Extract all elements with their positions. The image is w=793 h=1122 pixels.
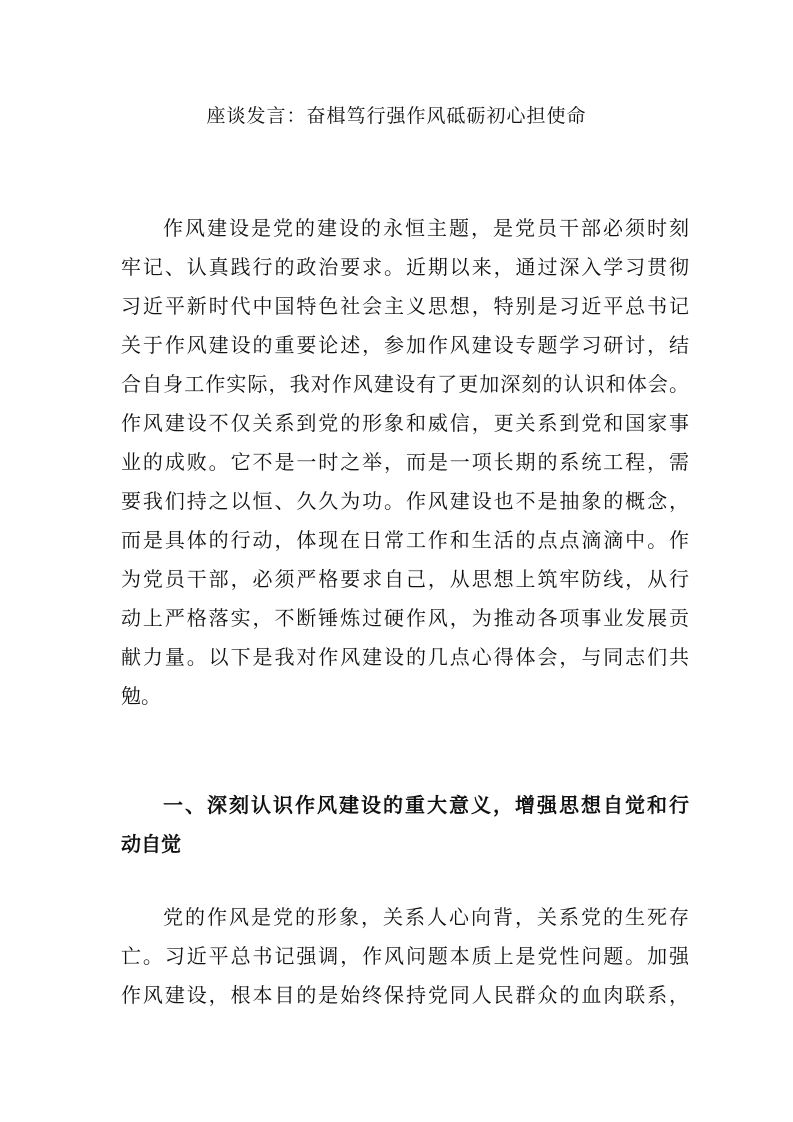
paragraph-line: 动上严格落实，不断锤炼过硬作风，为推动各项事业发展贡 (121, 606, 689, 630)
heading-line: 动自觉 (121, 832, 181, 856)
paragraph-line: 党的作风是党的形象，关系人心向背，关系党的生死存 (163, 905, 689, 929)
paragraph-line: 合自身工作实际，我对作风建设有了更加深刻的认识和体会。 (121, 372, 689, 396)
paragraph-line: 亡。习近平总书记强调，作风问题本质上是党性问题。加强 (121, 944, 689, 968)
document-title: 座谈发言：奋楫笃行强作风砥砺初心担使命 (206, 105, 587, 127)
paragraph-line: 作风建设，根本目的是始终保持党同人民群众的血肉联系， (121, 983, 689, 1007)
paragraph-section-1 (121, 898, 689, 1015)
paragraph-line: 献力量。以下是我对作风建设的几点心得体会，与同志们共 (121, 645, 689, 669)
paragraph-line: 关于作风建设的重要论述，参加作风建设专题学习研讨，结 (121, 333, 689, 357)
paragraph-line: 为党员干部，必须严格要求自己，从思想上筑牢防线，从行 (121, 567, 689, 591)
heading-line: 一、深刻认识作风建设的重大意义，增强思想自觉和行 (163, 793, 689, 817)
section-heading-1 (121, 786, 689, 864)
paragraph-line: 勉。 (121, 684, 161, 708)
paragraph-line: 要我们持之以恒、久久为功。作风建设也不是抽象的概念， (121, 489, 689, 513)
paragraph-intro (121, 209, 689, 716)
paragraph-line: 而是具体的行动，体现在日常工作和生活的点点滴滴中。作 (121, 528, 689, 552)
paragraph-line: 业的成败。它不是一时之举，而是一项长期的系统工程，需 (121, 450, 689, 474)
paragraph-line: 作风建设是党的建设的永恒主题，是党员干部必须时刻 (163, 216, 689, 240)
paragraph-line: 牢记、认真践行的政治要求。近期以来，通过深入学习贯彻 (121, 255, 689, 279)
paragraph-line: 习近平新时代中国特色社会主义思想，特别是习近平总书记 (121, 294, 689, 318)
paragraph-line: 作风建设不仅关系到党的形象和威信，更关系到党和国家事 (121, 411, 689, 435)
